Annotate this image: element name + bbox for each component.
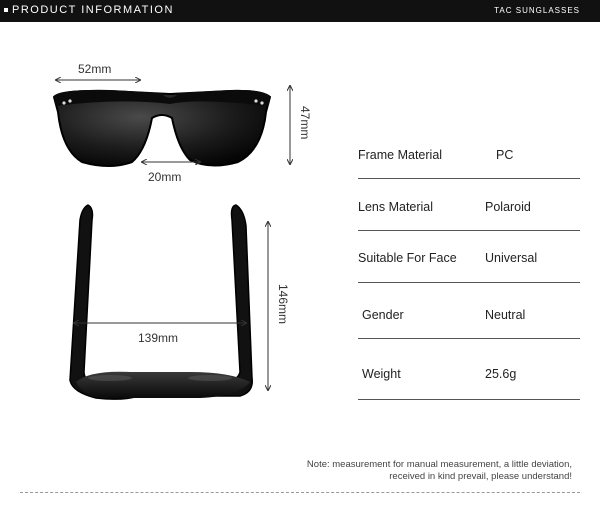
spec-value: Polaroid	[485, 200, 531, 214]
spec-row-weight	[358, 365, 580, 415]
frame-width-label: 139mm	[138, 331, 179, 345]
spec-row-suitable-face	[358, 249, 580, 299]
lens-height-label: 47mm	[298, 106, 312, 140]
top-view-glasses	[70, 205, 252, 399]
note-line-1: Note: measurement for manual measurement, a little deviation,	[306, 459, 572, 470]
spec-row-lens-material	[358, 198, 580, 248]
header-title: PRODUCT INFORMATION	[12, 4, 174, 16]
spec-label: Frame Material	[358, 148, 443, 162]
spec-row-gender	[358, 306, 580, 356]
divider	[358, 230, 580, 231]
spec-row-frame-material	[358, 145, 580, 195]
spec-label: Suitable For Face	[358, 251, 457, 265]
bridge-label: 20mm	[148, 170, 182, 184]
spec-label: Weight	[362, 367, 401, 381]
spec-label: Lens Material	[358, 200, 434, 214]
front-view-glasses	[54, 90, 270, 166]
divider	[358, 178, 580, 179]
spec-value: 25.6g	[485, 367, 517, 381]
divider	[358, 399, 580, 400]
spec-value: PC	[496, 148, 514, 162]
brand-label: TAC SUNGLASSES	[494, 6, 580, 15]
lens-width-label: 52mm	[78, 62, 112, 76]
divider	[358, 282, 580, 283]
temple-length-label: 146mm	[276, 284, 290, 325]
footer-divider	[20, 492, 580, 493]
spec-value: Universal	[485, 251, 538, 265]
spec-value: Neutral	[485, 308, 526, 322]
divider	[358, 338, 580, 339]
measurement-note	[232, 459, 572, 483]
spec-label: Gender	[362, 308, 404, 322]
note-line-2: received in kind prevail, please understand!	[389, 471, 572, 482]
